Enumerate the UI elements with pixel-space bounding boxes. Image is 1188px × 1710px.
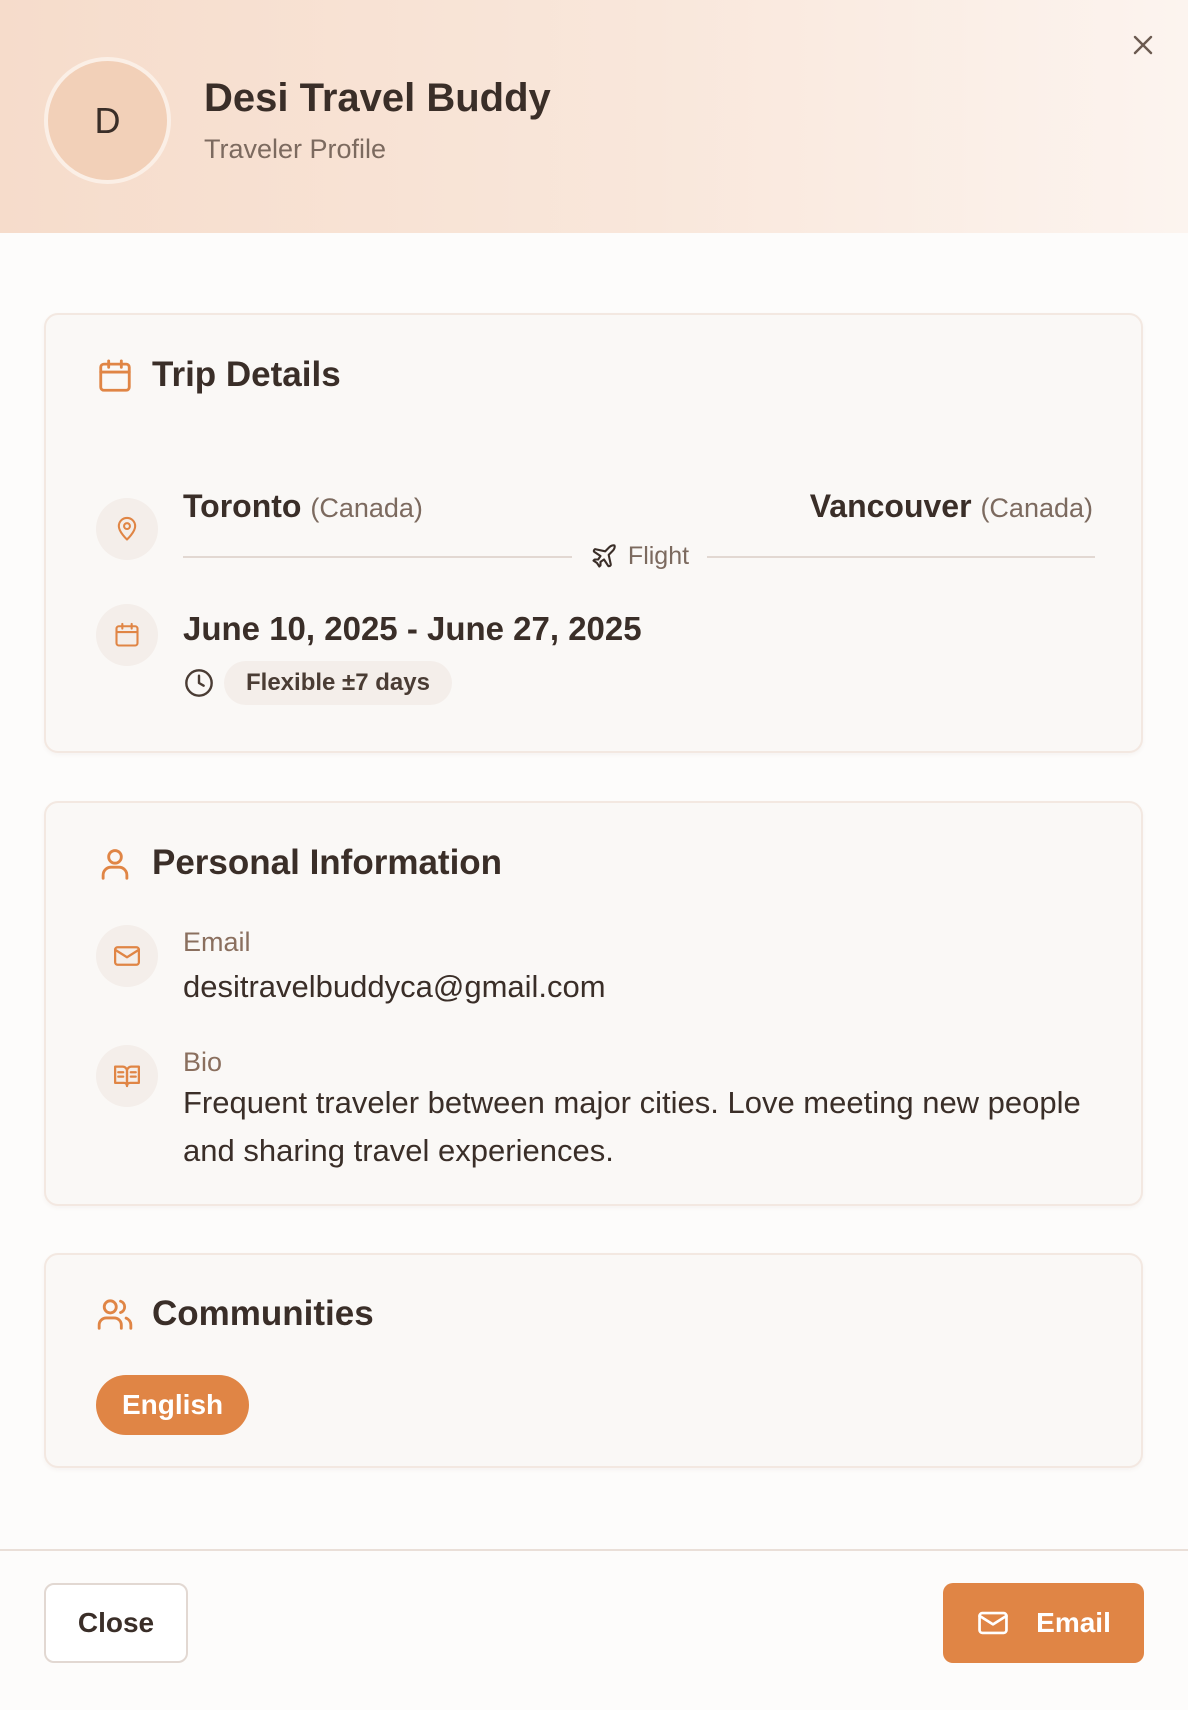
trip-details-title: Trip Details <box>152 355 341 394</box>
flexibility-badge: Flexible ±7 days <box>224 661 452 705</box>
calendar-icon <box>96 357 134 395</box>
profile-subtitle: Traveler Profile <box>204 134 387 164</box>
bio-label: Bio <box>183 1047 223 1077</box>
email-value: desitravelbuddyca@gmail.com <box>183 969 606 1004</box>
date-calendar-icon <box>96 604 158 666</box>
avatar <box>44 57 171 184</box>
users-icon <box>96 1295 134 1333</box>
communities-title: Communities <box>152 1294 374 1333</box>
travel-mode-label: Flight <box>627 541 690 570</box>
email-button-label: Email <box>1036 1607 1111 1638</box>
profile-header <box>0 0 1188 233</box>
plane-icon <box>590 542 618 570</box>
bio-value: Frequent traveler between major cities. Love meeting new people and sharing travel experiences. <box>183 1085 1081 1168</box>
email-button-icon <box>976 1606 1010 1640</box>
avatar-initial: D <box>94 99 121 141</box>
close-icon[interactable] <box>1128 30 1158 60</box>
origin-city-name: Toronto <box>183 488 302 524</box>
origin-city <box>183 488 423 525</box>
community-tag-english[interactable]: English <box>96 1375 249 1435</box>
clock-icon <box>183 667 215 699</box>
trip-details-card <box>44 313 1143 753</box>
communities-card <box>44 1253 1143 1468</box>
email-button[interactable] <box>943 1583 1144 1663</box>
mail-icon <box>96 925 158 987</box>
personal-info-card <box>44 801 1143 1206</box>
user-icon <box>96 845 134 883</box>
footer-divider <box>0 1549 1188 1551</box>
location-pin-icon <box>96 498 158 560</box>
book-icon <box>96 1045 158 1107</box>
personal-info-title: Personal Information <box>152 843 503 882</box>
destination-country: (Canada) <box>980 493 1093 523</box>
travel-mode <box>572 538 707 574</box>
destination-city <box>810 488 1093 525</box>
profile-name: Desi Travel Buddy <box>204 76 551 120</box>
close-button[interactable]: Close <box>44 1583 188 1663</box>
origin-country: (Canada) <box>310 493 423 523</box>
destination-city-name: Vancouver <box>809 488 972 524</box>
trip-dates: June 10, 2025 - June 27, 2025 <box>183 610 642 647</box>
email-label: Email <box>183 927 251 957</box>
